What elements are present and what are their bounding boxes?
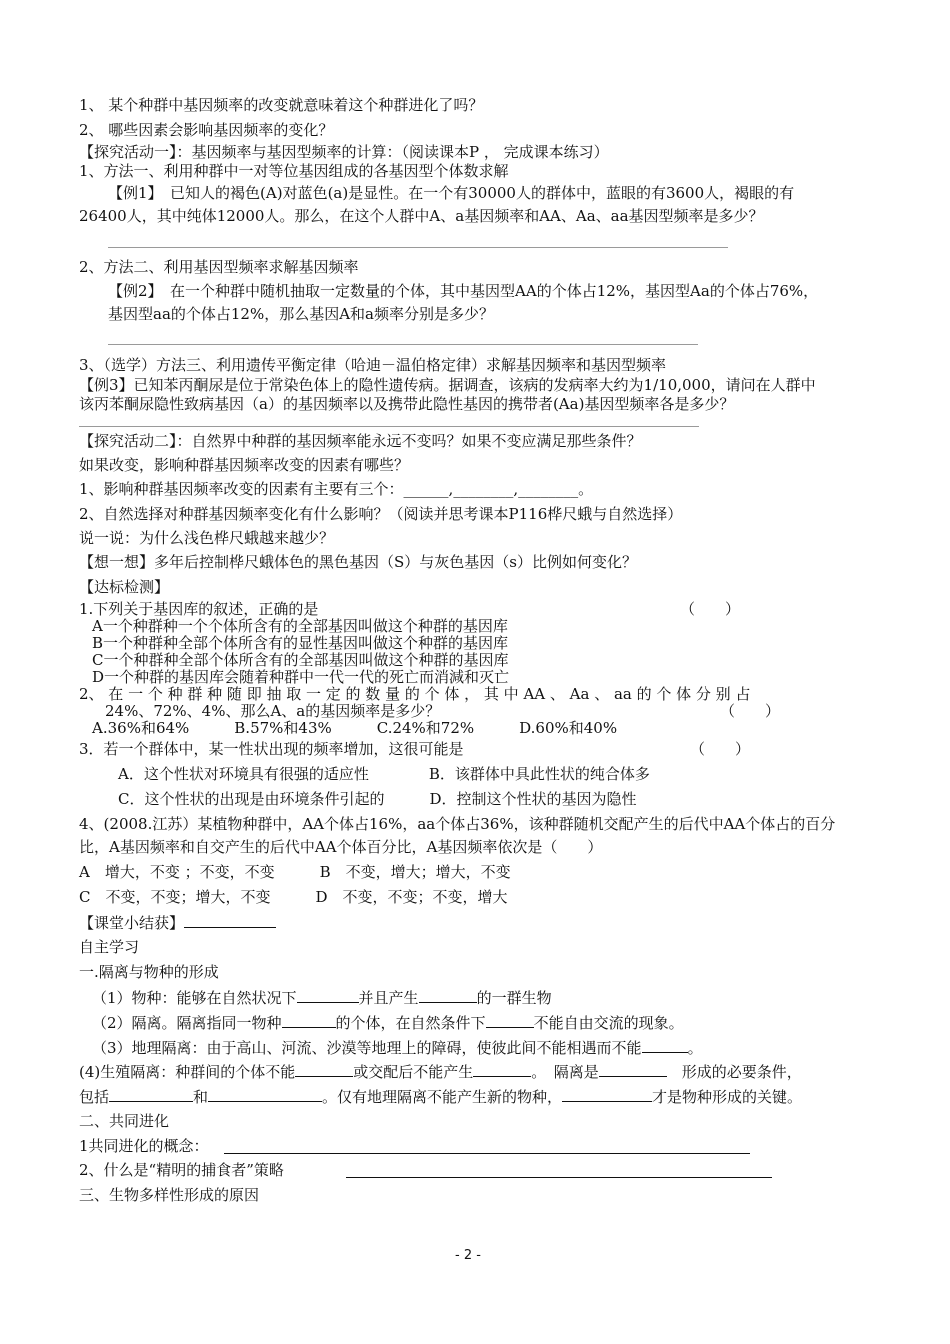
test-question-2-options: A.36%和64% B.57%和43% C.24%和72% D.60%和40% (92, 719, 618, 737)
think-question: 【想一想】多年后控制桦尺蛾体色的黑色基因（S）与灰色基因（s）比例如何变化？ (79, 553, 637, 571)
test-question-4: 4、(2008.江苏）某植物种群中，AA个体占16%，aa个体占36%，该种群随机交配产生的后代中AA个体占的百分 (79, 815, 836, 833)
test-heading: 【达标检测】 (79, 578, 170, 596)
test-question-3-options-cd: C．这个性状的出现是由环境条件引起的 D．控制这个性状的基因为隐性 (118, 790, 637, 808)
page-number: - 2 - (455, 1248, 481, 1263)
species-line: （1）物种：能够在自然状况下 并且产生 的一群生物 (92, 989, 552, 1007)
smart-predator-line: 2、什么是“精明的捕食者”策略 (79, 1161, 284, 1179)
option-a: A一个种群种一个个体所含有的全部基因叫做这个种群的基因库 (92, 617, 508, 635)
geographic-isolation-line: （3）地理隔离：由于高山、河流、沙漠等地理上的障碍，使彼此间不能相遇而不能 。 (92, 1039, 703, 1057)
section-3-heading: 三、生物多样性形成的原因 (79, 1186, 260, 1204)
answer-rule (108, 247, 728, 248)
example-3-line-1: 【例3】已知苯丙酮尿是位于常染色体上的隐性遗传病。据调查，该病的发病率大约为1/10,000，请问在人群中 (79, 376, 816, 394)
isolation-includes-line: 包括 和 。仅有地理隔离不能产生新的物种， 才是物种形成的关键。 (79, 1088, 803, 1106)
method-2: 2、方法二、利用基因型频率求解基因频率 (79, 258, 359, 276)
answer-rule (79, 426, 699, 427)
example-1-line-1: 【例1】 已知人的褐色(A)对蓝色(a)是显性。在一个有30000人的群体中，蓝眼的有3600人，褐眼的有 (108, 184, 795, 202)
test-question-3-options-ab: A．这个性状对环境具有很强的适应性 B．该群体中具此性状的纯合体多 (118, 765, 650, 783)
summary-heading: 【课堂小结获】 (79, 913, 276, 932)
say-question: 说一说：为什么浅色桦尺蛾越来越少？ (79, 529, 335, 547)
test-question-3: 3．若一个群体中，某一性状出现的频率增加，这很可能是 (79, 740, 464, 758)
answer-parenthesis: （ ） (720, 702, 781, 720)
answer-rule (224, 1153, 750, 1154)
activity-2-heading: 【探究活动二】：自然界中种群的基因频率能永远不变吗？如果不变应满足那些条件？ (79, 432, 642, 450)
section-2-heading: 二、共同进化 (79, 1112, 170, 1130)
activity-1-heading: 【探究活动一】：基因频率与基因型频率的计算：（阅读课本P ， 完成课本练习） (79, 143, 609, 161)
answer-parenthesis: （ ） (680, 600, 741, 618)
test-question-1: 1.下列关于基因库的叙述，正确的是 (79, 600, 319, 618)
method-3: 3、（选学）方法三、利用遗传平衡定律（哈迪－温伯格定律）求解基因频率和基因型频率 (79, 356, 667, 374)
method-1: 1、方法一、利用种群中一对等位基因组成的各基因型个体数求解 (79, 162, 509, 180)
test-question-4-options-cd: C 不变，不变；增大，不变 D 不变，不变；不变，增大 (79, 888, 508, 906)
test-question-2-line-2: 24%、72%、4%、那么A、a的基因频率是多少？ (105, 702, 441, 720)
answer-rule (346, 1177, 772, 1178)
option-d: D一个种群的基因库会随着种群中一代一代的死亡而消減和灭亡 (92, 668, 510, 686)
example-1-line-2: 26400人，其中纯体12000人。那么，在这个人群中A、a基因频率和AA、Aa、aa基因型频率是多少？ (79, 207, 764, 225)
factors-question: 1、影响种群基因频率改变的因素有主要有三个：______,________,________。 (79, 480, 594, 498)
reproductive-isolation-line: (4)生殖隔离：种群间的个体不能 或交配后不能产生 。 隔离是 形成的必要条件， (79, 1063, 802, 1081)
test-question-2: 2、 在 一 个 种 群 种 随 即 抽 取 一 定 的 数 量 的 个 体 ， 其 中 AA 、 Aa 、 aa 的 个 体 分 别 占 (79, 685, 751, 703)
question-2: 2、 哪些因素会影响基因频率的变化？ (79, 121, 334, 139)
option-b: B一个种群种全部个体所含有的显性基因叫做这个种群的基因库 (92, 634, 509, 652)
example-3-line-2: 该丙苯酮尿隐性致病基因（a）的基因频率以及携带此隐性基因的携带者(Aa)基因型频率各是多少？ (79, 395, 735, 413)
question-1: 1、 某个种群中基因频率的改变就意味着这个种群进化了吗？ (79, 96, 484, 114)
example-2-line-1: 【例2】 在一个种群中随机抽取一定数量的个体，其中基因型AA的个体占12%，基因型Aa的个体占76%， (108, 282, 819, 300)
coevolution-concept-line: 1共同进化的概念： (79, 1137, 209, 1155)
natural-selection-question: 2、自然选择对种群基因频率变化有什么影响？（阅读并思考课本P116桦尺蛾与自然选择） (79, 505, 683, 523)
test-question-4-options-ab: A 增大，不变 ；不变，不变 B 不变，增大；增大，不变 (79, 863, 511, 881)
example-2-line-2: 基因型aa的个体占12%，那么基因A和a频率分别是多少？ (108, 305, 495, 323)
answer-parenthesis: （ ） (690, 740, 751, 758)
test-question-4-line-2: 比，A基因频率和自交产生的后代中AA个体百分比，A基因频率依次是（ ） (79, 838, 603, 856)
isolation-line: （2）隔离。隔离指同一物种 的个体，在自然条件下 不能自由交流的现象。 (92, 1014, 684, 1032)
answer-rule (108, 344, 698, 345)
self-study-heading: 自主学习 (79, 938, 140, 956)
section-1-heading: 一.隔离与物种的形成 (79, 963, 219, 981)
if-change-question: 如果改变，影响种群基因频率改变的因素有哪些？ (79, 456, 410, 474)
option-c: C一个种群种全部个体所含有的全部基因叫做这个种群的基因库 (92, 651, 509, 669)
